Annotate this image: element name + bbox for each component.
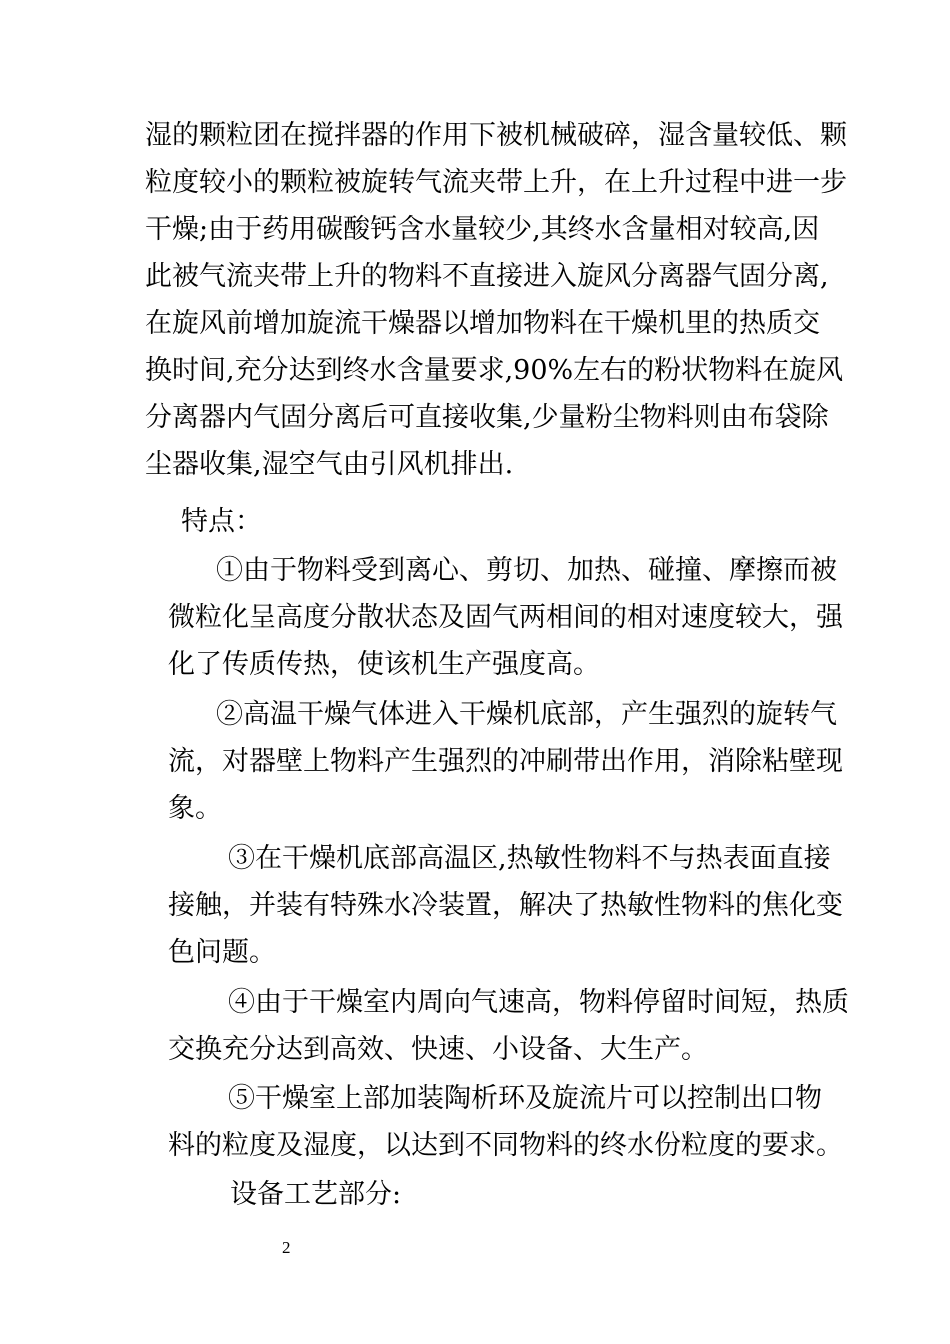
feature-item-2-line: 流，对器壁上物料产生强烈的冲刷带出作用，消除粘壁现 xyxy=(168,746,843,777)
feature-item-2-line: 象。 xyxy=(168,793,222,824)
feature-item-1-line: ①由于物料受到离心、剪切、加热、碰撞、摩擦而被 xyxy=(216,555,837,586)
paragraph-line: 此被气流夹带上升的物料不直接进入旋风分离器气固分离, xyxy=(145,261,829,292)
feature-item-1-line: 化了传质传热，使该机生产强度高。 xyxy=(168,649,600,680)
feature-item-4-line: 交换充分达到高效、快速、小设备、大生产。 xyxy=(168,1034,708,1065)
feature-item-3-line: 接触，并装有特殊水冷装置，解决了热敏性物料的焦化变 xyxy=(168,890,843,921)
feature-item-4-line: ④由于干燥室内周向气速高，物料停留时间短，热质 xyxy=(228,987,849,1018)
feature-item-1-line: 微粒化呈高度分散状态及固气两相间的相对速度较大，强 xyxy=(168,602,843,633)
feature-item-2-line: ②高温干燥气体进入干燥机底部，产生强烈的旋转气 xyxy=(216,699,837,730)
paragraph-line: 湿的颗粒团在搅拌器的作用下被机械破碎，湿含量较低、颗 xyxy=(145,120,847,151)
page-number: 2 xyxy=(282,1238,291,1257)
feature-item-5-line: 料的粒度及湿度，以达到不同物料的终水份粒度的要求。 xyxy=(168,1130,843,1161)
equipment-heading: 设备工艺部分: xyxy=(230,1179,402,1210)
feature-item-3-line: 色问题。 xyxy=(168,937,276,968)
feature-item-3-line: ③在干燥机底部高温区,热敏性物料不与热表面直接 xyxy=(228,843,831,874)
paragraph-line: 干燥;由于药用碳酸钙含水量较少,其终水含量相对较高,因 xyxy=(145,214,820,245)
feature-item-5-line: ⑤干燥室上部加装陶析环及旋流片可以控制出口物 xyxy=(228,1083,822,1114)
paragraph-line: 粒度较小的颗粒被旋转气流夹带上升，在上升过程中进一步 xyxy=(145,167,847,198)
paragraph-line: 换时间,充分达到终水含量要求,90%左右的粉状物料在旋风 xyxy=(145,355,844,386)
paragraph-line: 尘器收集,湿空气由引风机排出. xyxy=(145,449,514,480)
features-heading: 特点： xyxy=(181,506,262,537)
paragraph-line: 在旋风前增加旋流干燥器以增加物料在干燥机里的热质交 xyxy=(145,308,820,339)
paragraph-line: 分离器内气固分离后可直接收集,少量粉尘物料则由布袋除 xyxy=(145,402,829,433)
